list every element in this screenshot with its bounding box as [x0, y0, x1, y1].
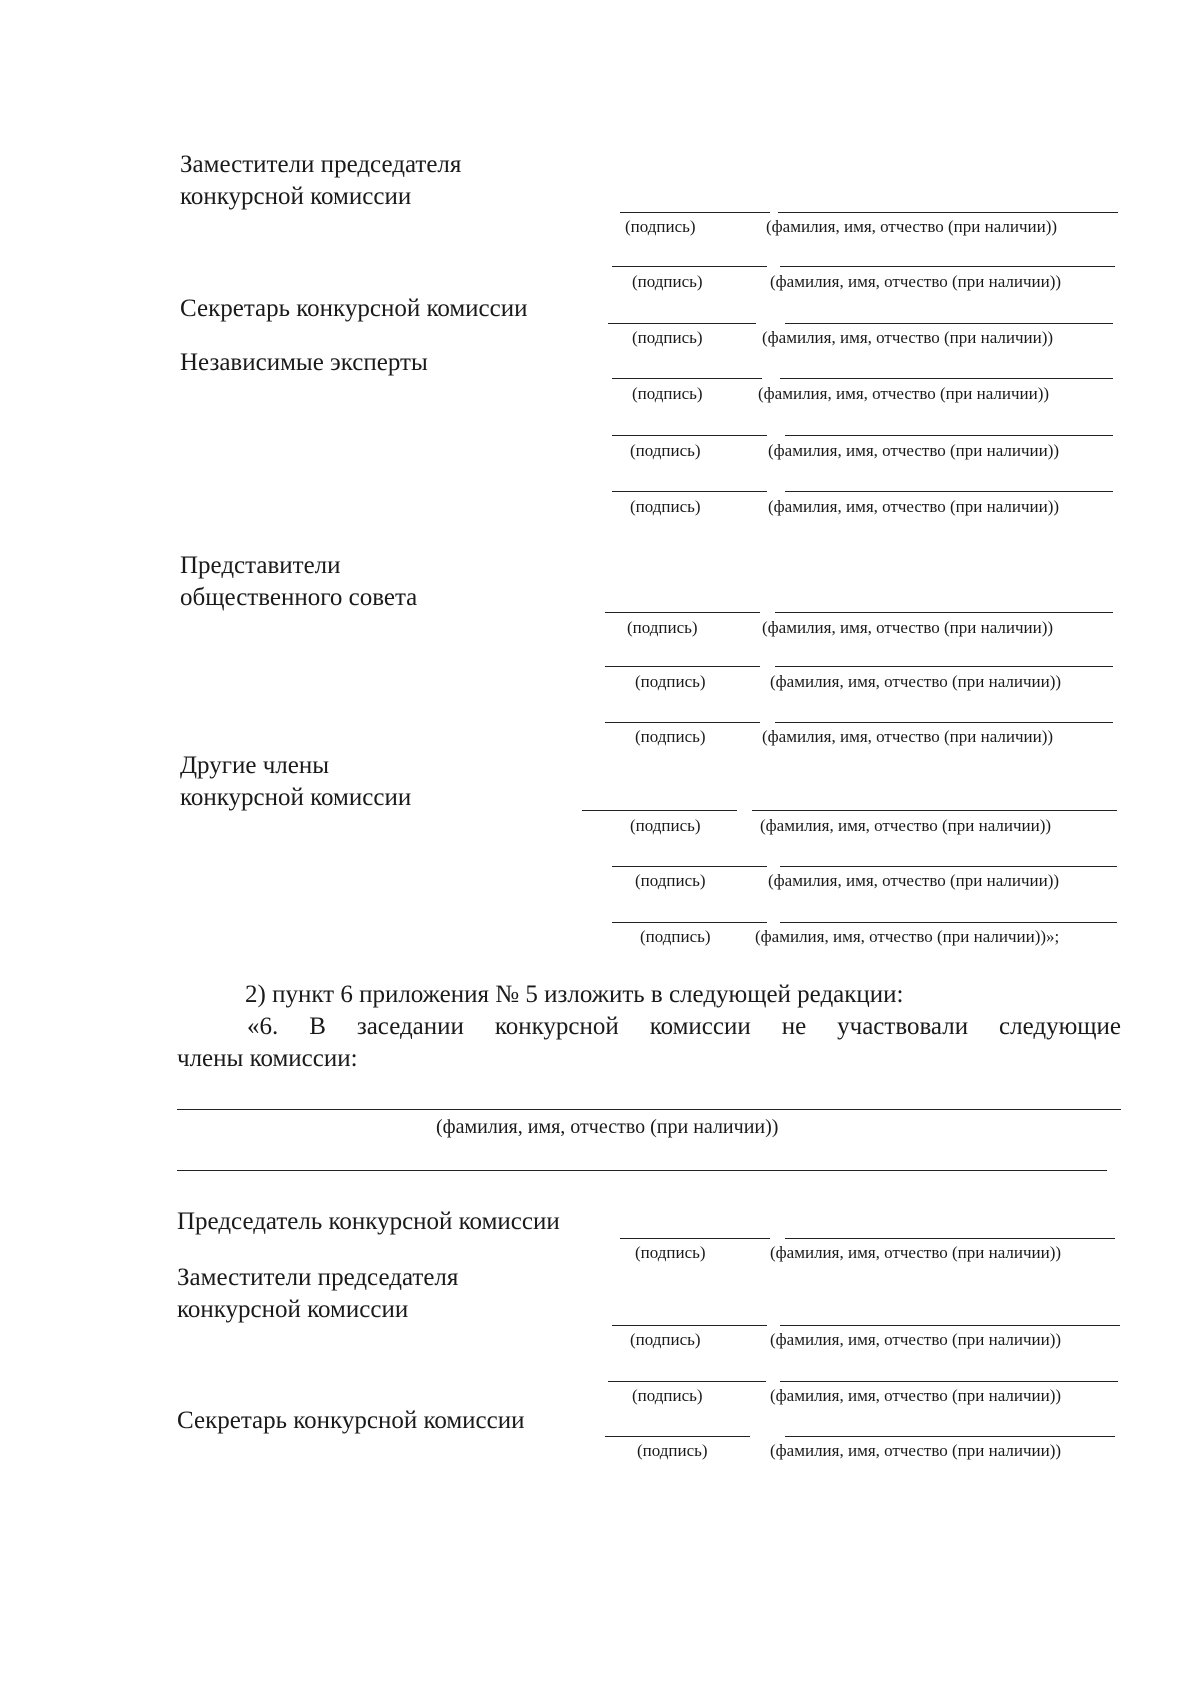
- signature-line: [608, 1381, 766, 1382]
- signature-line: [605, 722, 760, 723]
- public-council-label-line1: Представители: [180, 552, 341, 579]
- signature-caption: (подпись): [637, 1441, 708, 1460]
- name-line: [780, 1381, 1118, 1382]
- absent-members-line: [177, 1109, 1121, 1110]
- name-caption: (фамилия, имя, отчество (при наличии)): [762, 727, 1054, 746]
- name-caption-final: (фамилия, имя, отчество (при наличии))»;: [755, 927, 1060, 946]
- signature-line: [605, 612, 760, 613]
- chairman-label: Председатель конкурсной комиссии: [177, 1208, 560, 1235]
- signature-line: [612, 1325, 767, 1326]
- signature-caption: (подпись): [630, 441, 701, 460]
- signature-caption: (подпись): [632, 384, 703, 403]
- signature-caption: (подпись): [632, 328, 703, 347]
- signature-caption: (подпись): [632, 1386, 703, 1405]
- signature-line: [612, 266, 767, 267]
- signature-caption: (подпись): [630, 497, 701, 516]
- absent-members-line-2: [177, 1170, 1107, 1171]
- other-members-label-line1: Другие члены: [180, 752, 330, 779]
- name-caption: (фамилия, имя, отчество (при наличии)): [770, 1441, 1062, 1460]
- name-caption: (фамилия, имя, отчество (при наличии)): [770, 1386, 1062, 1405]
- name-line: [775, 722, 1113, 723]
- name-line: [785, 323, 1113, 324]
- name-caption: (фамилия, имя, отчество (при наличии)): [768, 441, 1060, 460]
- deputies-label-line1: Заместители председателя: [180, 151, 462, 178]
- name-caption: (фамилия, имя, отчество (при наличии)): [758, 384, 1050, 403]
- name-line: [785, 491, 1113, 492]
- signature-caption: (подпись): [635, 727, 706, 746]
- signature-caption: (подпись): [635, 1243, 706, 1262]
- name-line: [785, 435, 1113, 436]
- name-caption: (фамилия, имя, отчество (при наличии)): [770, 272, 1062, 291]
- signature-caption: (подпись): [632, 272, 703, 291]
- signature-caption: (подпись): [635, 672, 706, 691]
- signature-line: [612, 866, 767, 867]
- name-caption: (фамилия, имя, отчество (при наличии)): [762, 618, 1054, 637]
- name-line: [780, 1325, 1120, 1326]
- name-line: [752, 810, 1117, 811]
- signature-caption: (подпись): [625, 217, 696, 236]
- name-line: [775, 612, 1113, 613]
- public-council-label-line2: общественного совета: [180, 584, 418, 611]
- name-line: [785, 1436, 1115, 1437]
- name-caption: (фамилия, имя, отчество (при наличии)): [770, 1243, 1062, 1262]
- name-line: [780, 378, 1113, 379]
- signature-caption: (подпись): [635, 871, 706, 890]
- name-line: [778, 212, 1118, 213]
- amendment-item: 2) пункт 6 приложения № 5 изложить в следующей редакции:: [245, 981, 904, 1008]
- name-caption: (фамилия, имя, отчество (при наличии)): [760, 816, 1052, 835]
- signature-line: [612, 922, 767, 923]
- experts-label: Независимые эксперты: [180, 349, 428, 376]
- name-line: [780, 866, 1117, 867]
- signature-line: [612, 435, 767, 436]
- secretary-label-s2: Секретарь конкурсной комиссии: [177, 1407, 525, 1434]
- signature-line: [620, 212, 770, 213]
- name-caption: (фамилия, имя, отчество (при наличии)): [762, 328, 1054, 347]
- signature-caption: (подпись): [630, 816, 701, 835]
- name-caption: (фамилия, имя, отчество (при наличии)): [766, 217, 1058, 236]
- signature-line: [612, 491, 767, 492]
- deputies-label-line2: конкурсной комиссии: [180, 183, 412, 210]
- name-caption: (фамилия, имя, отчество (при наличии)): [768, 497, 1060, 516]
- signature-caption: (подпись): [640, 927, 711, 946]
- name-caption: (фамилия, имя, отчество (при наличии)): [770, 672, 1062, 691]
- signature-line: [608, 323, 756, 324]
- name-line: [775, 666, 1113, 667]
- point6-line2: члены комиссии:: [177, 1045, 358, 1072]
- signature-line: [582, 810, 737, 811]
- signature-caption: (подпись): [630, 1330, 701, 1349]
- signature-line: [620, 1238, 770, 1239]
- signature-line: [605, 1436, 750, 1437]
- point6-line1: «6. В заседании конкурсной комиссии не участвовали следующие: [247, 1013, 1121, 1040]
- signature-caption: (подпись): [627, 618, 698, 637]
- deputies-label-line2-s2: конкурсной комиссии: [177, 1296, 409, 1323]
- signature-line: [605, 666, 760, 667]
- name-caption: (фамилия, имя, отчество (при наличии)): [770, 1330, 1062, 1349]
- deputies-label-line1-s2: Заместители председателя: [177, 1264, 459, 1291]
- name-line: [780, 266, 1115, 267]
- secretary-label: Секретарь конкурсной комиссии: [180, 295, 528, 322]
- other-members-label-line2: конкурсной комиссии: [180, 784, 412, 811]
- absent-members-caption: (фамилия, имя, отчество (при наличии)): [436, 1116, 779, 1138]
- name-line: [785, 1238, 1115, 1239]
- name-caption: (фамилия, имя, отчество (при наличии)): [768, 871, 1060, 890]
- name-line: [780, 922, 1117, 923]
- signature-line: [612, 378, 762, 379]
